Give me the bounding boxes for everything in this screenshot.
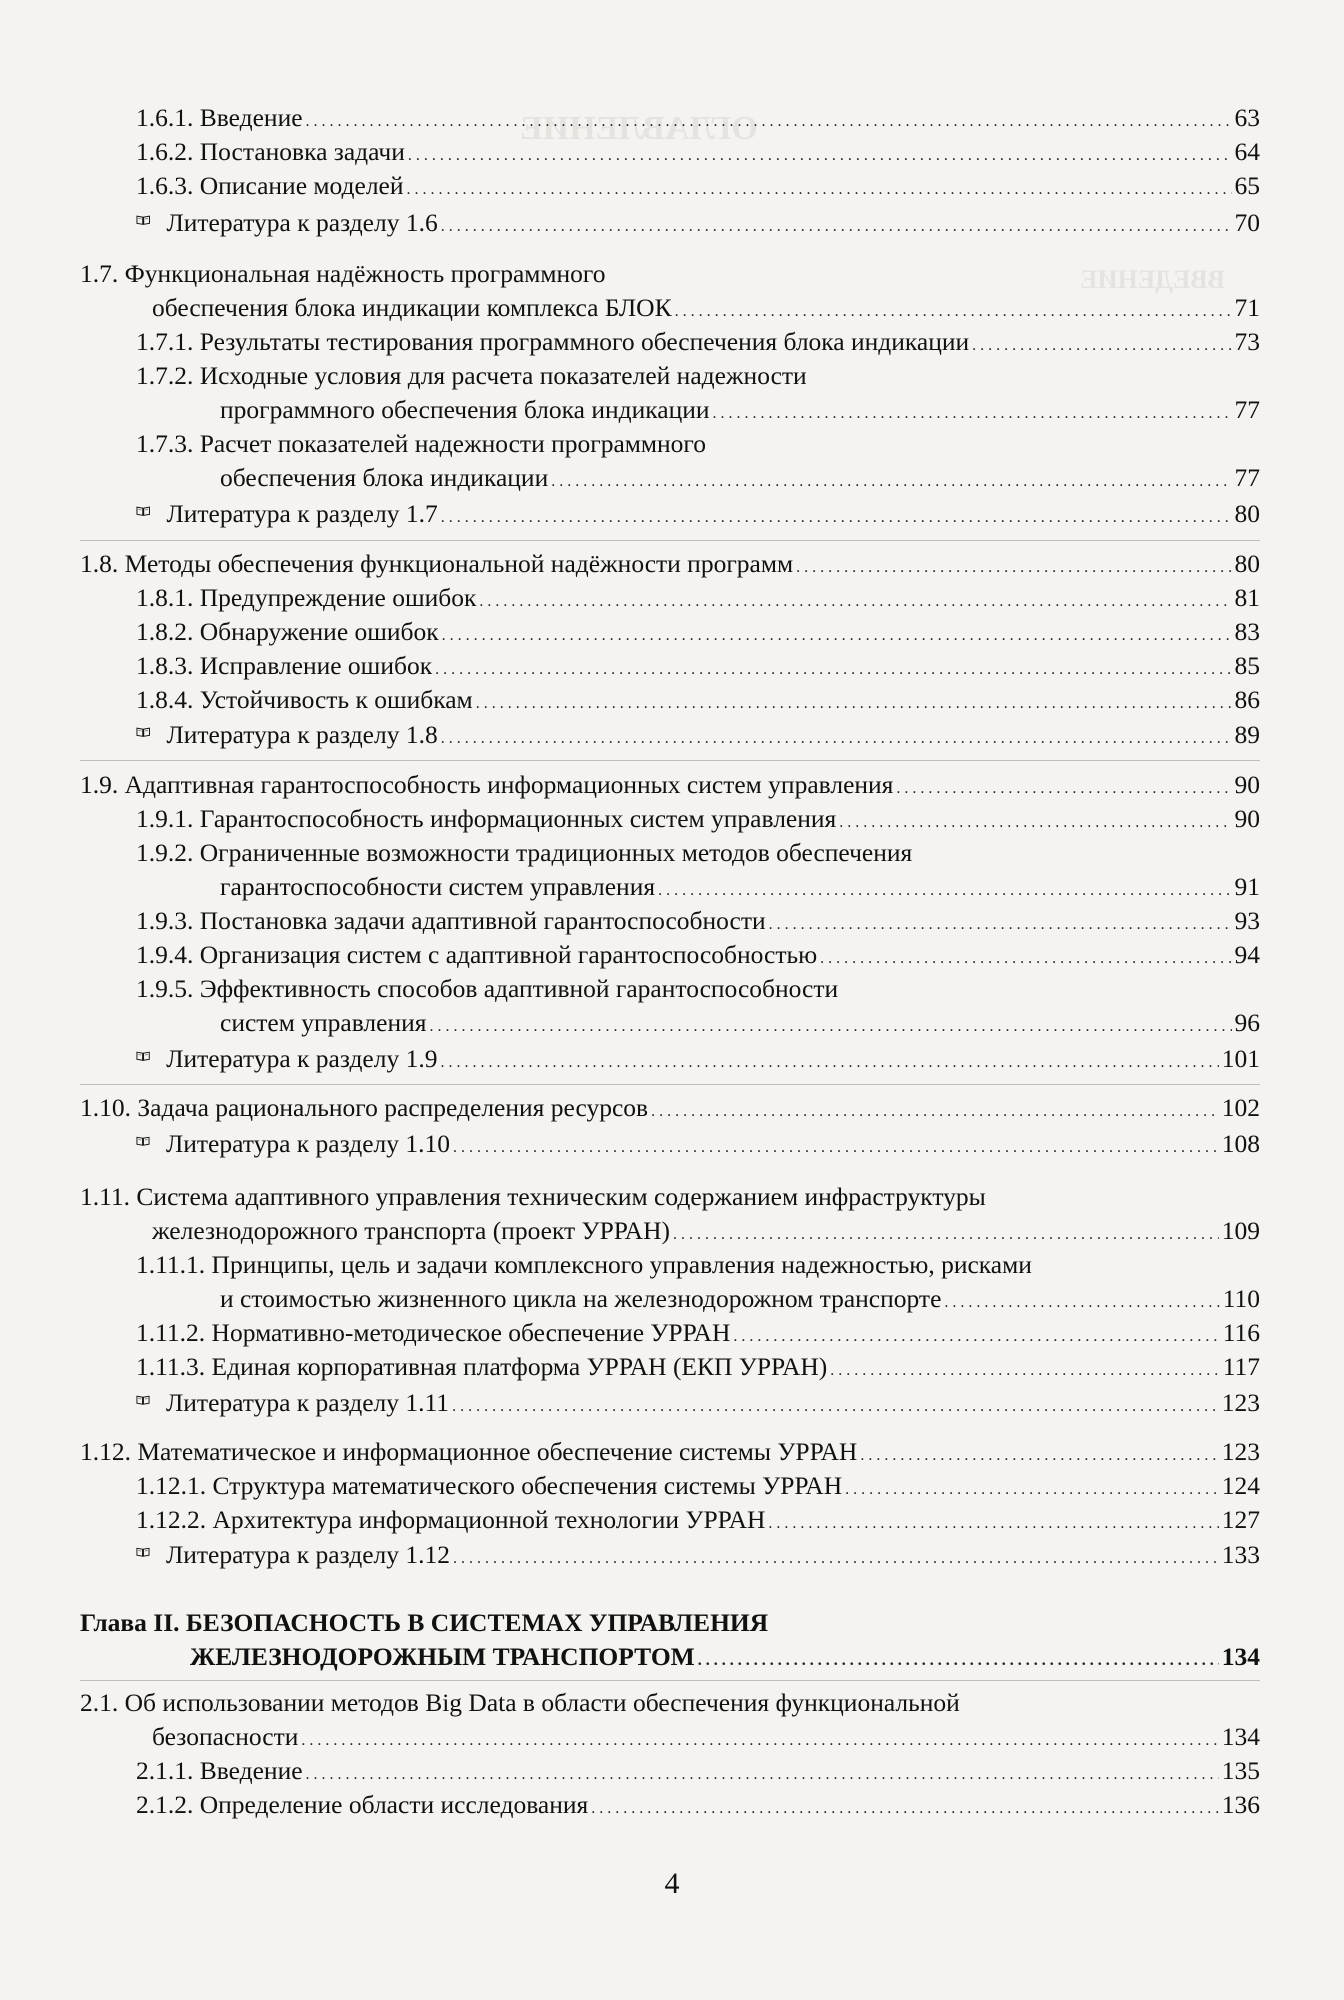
toc-entry-title: 1.12.1. Структура математического обеспечения системы УРРАН <box>136 1471 843 1500</box>
dot-leader <box>944 1282 1219 1320</box>
toc-entry-page: 86 <box>1234 685 1260 714</box>
toc-entry-page: 109 <box>1221 1216 1260 1245</box>
toc-entry-page: 71 <box>1234 293 1260 322</box>
toc-entry-page: 80 <box>1234 499 1260 528</box>
dot-leader <box>820 938 1231 976</box>
toc-entry-title: Литература к разделу 1.7 <box>166 499 438 528</box>
toc-entry-title: Литература к разделу 1.6 <box>166 208 438 237</box>
toc-entry-literature[interactable] <box>136 1042 1260 1080</box>
toc-entry-line1[interactable]: 1.7.2. Исходные условия для расчета показателей надежности <box>136 361 807 390</box>
toc-entry[interactable] <box>136 904 1260 942</box>
toc-entry-page: 64 <box>1234 137 1260 166</box>
toc-entry-page: 117 <box>1222 1352 1260 1381</box>
toc-entry[interactable] <box>80 1091 1260 1129</box>
toc-entry-title: железнодорожного транспорта (проект УРРАН) <box>152 1216 671 1245</box>
toc-entry-line1[interactable]: 2.1. Об использовании методов Big Data в области обеспечения функциональной <box>80 1688 960 1717</box>
toc-entry-title: 2.1.1. Введение <box>136 1756 303 1785</box>
dot-leader <box>301 1720 1218 1758</box>
toc-entry-page: 127 <box>1221 1505 1260 1534</box>
toc-entry[interactable] <box>136 1788 1260 1826</box>
toc-entry-line1[interactable]: 1.7.3. Расчет показателей надежности программного <box>136 429 707 458</box>
toc-entry-title: 1.6.1. Введение <box>136 103 303 132</box>
toc-entry-page: 89 <box>1234 720 1260 749</box>
dot-leader <box>452 1386 1219 1424</box>
book-icon <box>136 1130 150 1152</box>
toc-entry[interactable] <box>80 1435 1260 1473</box>
dot-leader <box>896 768 1231 806</box>
toc-entry-literature[interactable] <box>136 1386 1260 1424</box>
dot-leader <box>675 291 1232 329</box>
toc-entry-title: 1.10. Задача рационального распределения ресурсов <box>80 1093 649 1122</box>
toc-entry-page: 123 <box>1221 1388 1260 1417</box>
toc-entry-page: 90 <box>1234 804 1260 833</box>
toc-entry[interactable] <box>136 325 1260 363</box>
toc-entry-title: 1.8.2. Обнаружение ошибок <box>136 617 439 646</box>
toc-entry[interactable] <box>136 1469 1260 1507</box>
toc-entry-title: 1.9. Адаптивная гарантоспособность информационных систем управления <box>80 770 894 799</box>
toc-entry-title: 2.1.2. Определение области исследования <box>136 1790 589 1819</box>
toc-entry-page: 108 <box>1221 1129 1260 1158</box>
dot-leader <box>435 649 1231 687</box>
toc-entry-page: 102 <box>1221 1093 1260 1122</box>
book-icon <box>136 1541 150 1563</box>
toc-entry-line1[interactable]: 1.9.2. Ограниченные возможности традиционных методов обеспечения <box>136 838 913 867</box>
dot-leader <box>839 802 1231 840</box>
toc-entry-title: 1.6.2. Постановка задачи <box>136 137 405 166</box>
toc-entry-page: 93 <box>1234 906 1260 935</box>
toc-entry[interactable] <box>220 1282 1260 1320</box>
dot-leader <box>860 1435 1218 1473</box>
dot-leader <box>972 325 1231 363</box>
toc-entry-page: 123 <box>1221 1437 1260 1466</box>
dot-leader <box>453 1538 1219 1576</box>
dot-leader <box>768 1503 1218 1541</box>
toc-entry-line1[interactable]: 1.11.1. Принципы, цель и задачи комплексного управления надежностью, рисками <box>136 1250 1032 1279</box>
toc-entry-title: 1.11.3. Единая корпоративная платформа УРРАН (ЕКП УРРАН) <box>136 1352 828 1381</box>
dot-leader <box>441 206 1232 244</box>
dot-leader <box>453 1127 1219 1165</box>
toc-entry-page: 80 <box>1234 549 1260 578</box>
dot-leader <box>306 1754 1219 1792</box>
dot-leader <box>441 718 1232 756</box>
dot-leader <box>651 1091 1219 1129</box>
toc-entry-title: 1.9.3. Постановка задачи адаптивной гарантоспособности <box>136 906 766 935</box>
toc-entry-title: 1.12.2. Архитектура информационной технологии УРРАН <box>136 1505 766 1534</box>
toc-entry[interactable] <box>136 169 1260 207</box>
toc-entry[interactable] <box>80 768 1260 806</box>
toc-entry-page: 134 <box>1221 1722 1260 1751</box>
toc-entry[interactable] <box>220 870 1260 908</box>
toc-entry-line1[interactable]: 1.11. Система адаптивного управления техническим содержанием инфраструктуры <box>80 1182 986 1211</box>
toc-entry-page: 81 <box>1234 583 1260 612</box>
toc-entry-title: 1.6.3. Описание моделей <box>136 171 404 200</box>
toc-entry[interactable] <box>136 101 1260 139</box>
toc-entry[interactable] <box>152 291 1260 329</box>
toc-entry-page: 85 <box>1234 651 1260 680</box>
toc-entry-title: 1.12. Математическое и информационное обеспечение системы УРРАН <box>80 1437 858 1466</box>
toc-entry[interactable] <box>136 802 1260 840</box>
toc-entry[interactable] <box>136 1350 1260 1388</box>
toc-entry-title: Литература к разделу 1.11 <box>165 1388 450 1417</box>
toc-entry-page: 83 <box>1234 617 1260 646</box>
toc-entry-page: 110 <box>1222 1284 1260 1313</box>
toc-entry-title: 1.9.4. Организация систем с адаптивной гарантоспособностью <box>136 940 818 969</box>
dot-leader <box>830 1350 1219 1388</box>
dot-leader <box>408 135 1232 173</box>
toc-entry[interactable] <box>136 649 1260 687</box>
toc-entry-page: 101 <box>1221 1044 1260 1073</box>
toc-entry[interactable] <box>136 1754 1260 1792</box>
toc-entry-title: Литература к разделу 1.12 <box>165 1540 450 1569</box>
separator-line <box>80 1084 1260 1085</box>
toc-entry-page: 94 <box>1234 940 1260 969</box>
toc-entry-page: 77 <box>1234 463 1260 492</box>
toc-entry-page: 96 <box>1234 1008 1260 1037</box>
toc-entry-literature[interactable] <box>136 718 1260 756</box>
toc-entry-title: Литература к разделу 1.8 <box>166 720 438 749</box>
toc-entry-title: обеспечения блока индикации <box>220 463 549 492</box>
toc-entry-page: 136 <box>1221 1790 1260 1819</box>
separator-line <box>80 760 1260 761</box>
toc-entry[interactable] <box>136 581 1260 619</box>
book-icon <box>136 500 150 522</box>
toc-entry-page: 70 <box>1234 208 1260 237</box>
dot-leader <box>306 101 1232 139</box>
toc-entry[interactable] <box>136 135 1260 173</box>
chapter-heading[interactable] <box>190 1640 1260 1678</box>
dot-leader <box>769 904 1232 942</box>
toc-entry-title: 1.8.1. Предупреждение ошибок <box>136 583 477 612</box>
toc-entry-page: 90 <box>1234 770 1260 799</box>
toc-entry-literature[interactable] <box>136 206 1260 244</box>
toc-entry-title: 1.9.1. Гарантоспособность информационных систем управления <box>136 804 837 833</box>
dot-leader <box>407 169 1232 207</box>
book-icon <box>136 1389 150 1411</box>
toc-entry[interactable] <box>136 615 1260 653</box>
toc-entry-title: 1.7.1. Результаты тестирования программного обеспечения блока индикации <box>136 327 970 356</box>
toc-entry-title: Литература к разделу 1.10 <box>165 1129 450 1158</box>
toc-entry[interactable] <box>152 1720 1260 1758</box>
toc-entry[interactable] <box>152 1214 1260 1252</box>
book-icon <box>136 721 150 743</box>
toc-entry-title: гарантоспособности систем управления <box>220 872 656 901</box>
chapter-heading-line1[interactable]: Глава II. БЕЗОПАСНОСТЬ В СИСТЕМАХ УПРАВЛЕНИЯ <box>80 1608 769 1637</box>
toc-entry-page: 73 <box>1234 327 1260 356</box>
toc-entry-title: Литература к разделу 1.9 <box>166 1044 438 1073</box>
toc-entry-page: 116 <box>1222 1318 1260 1347</box>
separator-line <box>80 540 1260 541</box>
bleed-through-heading-2: ВВЕДЕНИЕ <box>1080 265 1226 294</box>
toc-entry-page: 124 <box>1221 1471 1260 1500</box>
toc-entry-line1[interactable]: 1.9.5. Эффективность способов адаптивной гарантоспособности <box>136 974 839 1003</box>
toc-entry-page: 133 <box>1221 1540 1260 1569</box>
book-icon <box>136 209 150 231</box>
dot-leader <box>591 1788 1219 1826</box>
toc-entry[interactable] <box>136 1503 1260 1541</box>
toc-entry-title: ЖЕЛЕЗНОДОРОЖНЫМ ТРАНСПОРТОМ <box>190 1642 695 1671</box>
toc-entry[interactable] <box>220 1006 1260 1044</box>
page-number: 4 <box>664 1867 680 1900</box>
toc-entry-title: программного обеспечения блока индикации <box>220 395 710 424</box>
toc-entry-page: 63 <box>1234 103 1260 132</box>
toc-entry-title: обеспечения блока индикации комплекса БЛОК <box>152 293 672 322</box>
toc-entry-page: 91 <box>1234 872 1260 901</box>
book-icon <box>136 1045 150 1067</box>
toc-entry-literature[interactable] <box>136 1538 1260 1576</box>
dot-leader <box>430 1006 1232 1044</box>
toc-entry[interactable] <box>136 683 1260 721</box>
toc-entry-title: 1.8.4. Устойчивость к ошибкам <box>136 685 473 714</box>
dot-leader <box>551 461 1231 499</box>
dot-leader <box>476 683 1232 721</box>
toc-entry-page: 134 <box>1221 1642 1260 1671</box>
toc-entry-title: 1.8. Методы обеспечения функциональной надёжности программ <box>80 549 794 578</box>
dot-leader <box>673 1214 1219 1252</box>
dot-leader <box>479 581 1231 619</box>
toc-entry-literature[interactable] <box>136 1127 1260 1165</box>
toc-entry-title: и стоимостью жизненного цикла на железнодорожном транспорте <box>220 1284 942 1313</box>
dot-leader <box>658 870 1231 908</box>
dot-leader <box>796 547 1231 585</box>
toc-entry-page: 135 <box>1221 1756 1260 1785</box>
toc-entry-line1[interactable]: 1.7. Функциональная надёжность программного <box>80 259 606 288</box>
dot-leader <box>845 1469 1219 1507</box>
dot-leader <box>733 1316 1219 1354</box>
dot-leader <box>440 1042 1218 1080</box>
toc-entry[interactable] <box>220 461 1260 499</box>
toc-entry[interactable] <box>80 547 1260 585</box>
toc-entry-page: 77 <box>1234 395 1260 424</box>
toc-entry-literature[interactable] <box>136 497 1260 535</box>
dot-leader <box>713 393 1232 431</box>
toc-entry-title: систем управления <box>220 1008 427 1037</box>
dot-leader <box>698 1640 1219 1678</box>
toc-entry-title: 1.11.2. Нормативно-методическое обеспечение УРРАН <box>136 1318 731 1347</box>
dot-leader <box>441 497 1232 535</box>
dot-leader <box>442 615 1232 653</box>
toc-entry[interactable] <box>220 393 1260 431</box>
toc-entry[interactable] <box>136 938 1260 976</box>
toc-entry-title: 1.8.3. Исправление ошибок <box>136 651 433 680</box>
toc-entry-page: 65 <box>1234 171 1260 200</box>
toc-entry[interactable] <box>136 1316 1260 1354</box>
bleed-through-heading: ОГЛАВЛЕНИЕ <box>520 110 758 147</box>
toc-entry-title: безопасности <box>152 1722 299 1751</box>
separator-line <box>80 1680 1260 1681</box>
